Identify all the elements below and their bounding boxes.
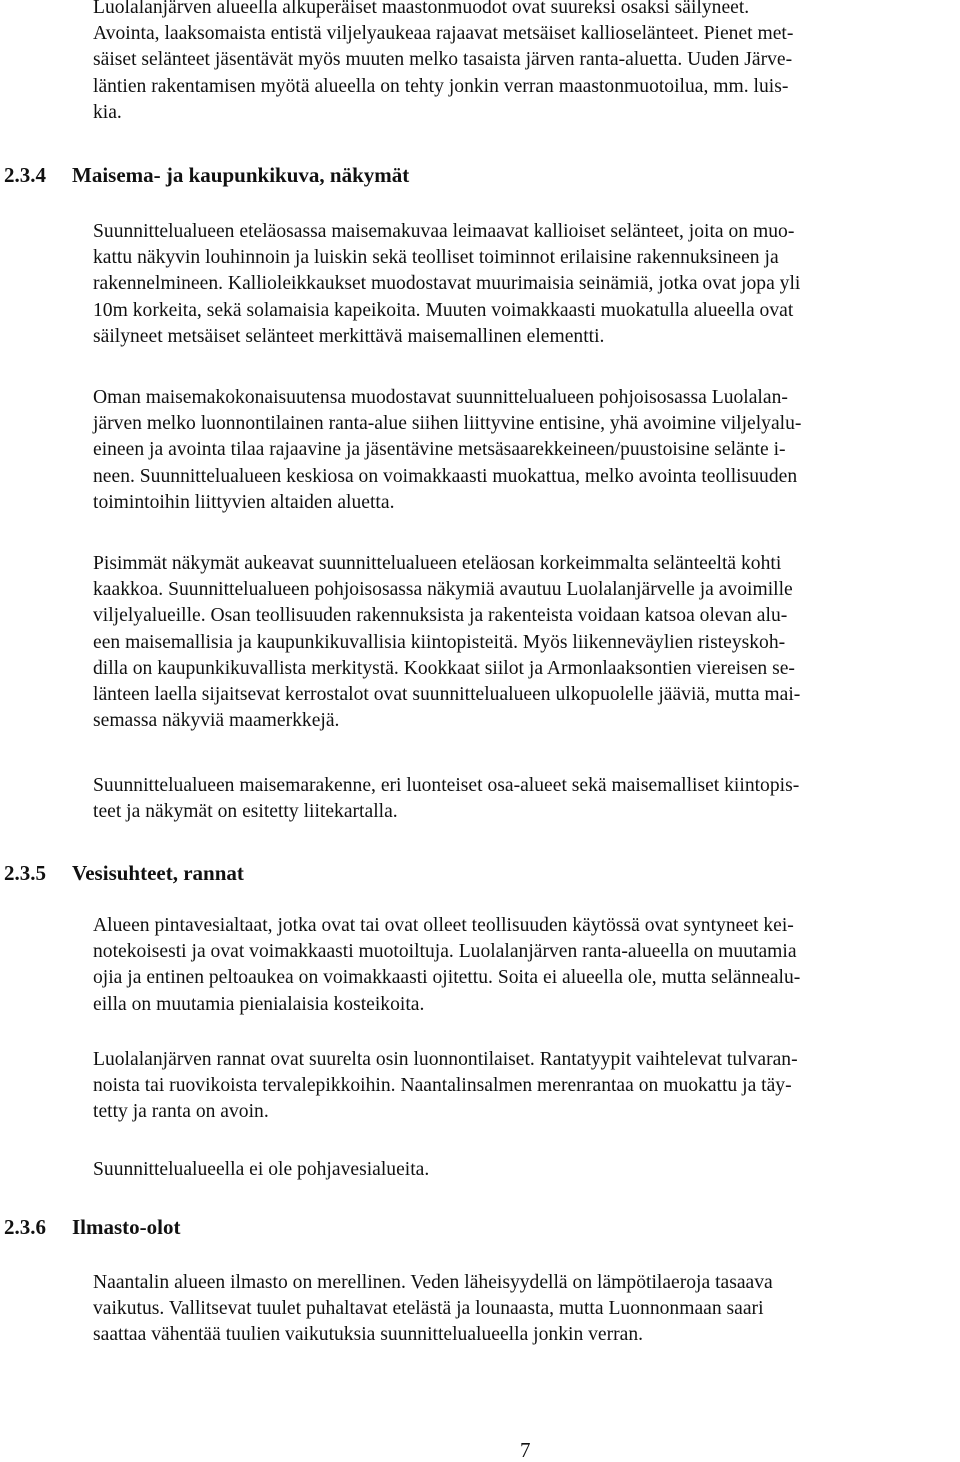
paragraph [93,913,955,1018]
section-number: 2.3.6 [4,1215,46,1239]
text-line: länteen laella sijaitsevat kerrostalot ovat suunnittelualueen ulkopuolelle jääviä, mutta mai- [93,684,801,706]
text-line: een maisemallisia ja kaupunkikuvallisia kiintopisteitä. Myös liikenneväylien risteyskoh- [93,631,786,653]
paragraph [93,219,955,350]
text-line: Luolalanjärven alueella alkuperäiset maastonmuodot ovat suureksi osaksi säilyneet. [93,0,750,18]
paragraph [93,385,955,516]
text-line: semassa näkyviä maamerkkejä. [93,710,340,732]
text-line: dilla on kaupunkikuvallista merkitystä. Kookkaat siilot ja Armonlaaksontien viereisen se- [93,657,795,679]
paragraph [93,1157,955,1183]
text-line: läntien rakentamisen myötä alueella on tehty jonkin verran maastonmuotoilua, mm. luis- [93,75,789,97]
text-line: Suunnittelualueella ei ole pohjavesialueita. [93,1159,430,1180]
paragraph [93,1047,955,1126]
section-title: Ilmasto-olot [72,1215,181,1239]
text-line: säiset selänteet jäsentävät myös muuten melko tasaista järven ranta-aluetta. Uuden Järve- [93,49,793,71]
text-line: Alueen pintavesialtaat, jotka ovat tai ovat olleet teollisuuden käytössä ovat syntyneet kei- [93,915,794,936]
paragraph-intro [93,0,955,126]
section-heading-2-3-6 [4,1214,181,1240]
text-line: Pisimmät näkymät aukeavat suunnittelualueen eteläosan korkeimmalta selänteeltä kohti [93,553,782,574]
text-line: neen. Suunnittelualueen keskiosa on voimakkaasti muokattua, melko avointa teollisuuden [93,465,798,487]
text-line: viljelyalueille. Osan teollisuuden rakennuksista ja rakenteista voidaan katsoa olevan alu- [93,605,788,627]
text-line: toimintoihin liittyvien altaiden aluetta. [93,491,395,513]
section-title: Maisema- ja kaupunkikuva, näkymät [72,163,410,187]
text-line: saattaa vähentää tuulien vaikutuksia suunnittelualueella jonkin verran. [93,1324,644,1346]
text-line: noista tai ruovikoista tervalepikkoihin. Naantalinsalmen merenrantaa on muokattu ja täy- [93,1075,792,1097]
text-line: notekoisesti ja ovat voimakkaasti muotoiltuja. Luolalanjärven ranta-alueella on muutamia [93,941,797,963]
paragraph [93,773,955,825]
text-line: tetty ja ranta on avoin. [93,1101,269,1123]
text-line: vaikutus. Vallitsevat tuulet puhaltavat etelästä ja lounaasta, mutta Luonnonmaan saari [93,1298,764,1320]
text-line: järven melko luonnontilainen ranta-alue siihen liittyvine entisine, yhä avoimine viljelyalu- [93,413,802,435]
text-line: säilyneet metsäiset selänteet merkittävä maisemallinen elementti. [93,325,605,347]
text-line: rakennelmineen. Kallioleikkaukset muodostavat muurimaisia seinämiä, jotka ovat jopa yli [93,273,801,295]
text-line: eilla on muutamia pienialaisia kosteikoita. [93,993,425,1015]
text-line: kia. [93,101,122,123]
text-line: teet ja näkymät on esitetty liitekartalla. [93,801,398,823]
text-line: kaakkoa. Suunnittelualueen pohjoisosassa näkymiä avautuu Luolalanjärvelle ja avoimille [93,579,793,601]
text-line: eineen ja avointa tilaa rajaavine ja jäsentävine metsäsaarekkeineen/puustoisine selänte i- [93,439,786,461]
text-line: ojia ja entinen peltoaukea on voimakkaasti ojitettu. Soita ei alueella ole, mutta selännealu- [93,967,801,989]
text-line: kattu näkyvin louhinnoin ja luiskin sekä teolliset toiminnot erilaisine rakennuksineen ja [93,247,779,269]
text-line: Oman maisemakokonaisuutensa muodostavat suunnittelualueen pohjoisosassa Luolalan- [93,387,788,408]
text-line: Suunnittelualueen maisemarakenne, eri luonteiset osa-alueet sekä maisemalliset kiintopis- [93,775,800,796]
paragraph [93,1270,955,1349]
section-heading-2-3-5 [4,860,244,886]
section-heading-2-3-4 [4,162,409,188]
section-number: 2.3.4 [4,163,46,187]
section-title: Vesisuhteet, rannat [72,861,244,885]
text-line: Suunnittelualueen eteläosassa maisemakuvaa leimaavat kallioiset selänteet, joita on muo- [93,221,795,242]
text-line: Luolalanjärven rannat ovat suurelta osin luonnontilaiset. Rantatyypit vaihtelevat tulvaran- [93,1049,798,1070]
paragraph [93,551,955,734]
text-line: 10m korkeita, sekä solamaisia kapeikoita. Muuten voimakkaasti muokatulla alueella ovat [93,299,794,321]
text-line: Avointa, laaksomaista entistä viljelyaukeaa rajaavat metsäiset kallioselänteet. Pienet met- [93,23,794,45]
page-number: 7 [520,1438,531,1462]
section-number: 2.3.5 [4,861,46,885]
text-line: Naantalin alueen ilmasto on merellinen. Veden läheisyydellä on lämpötilaeroja tasaava [93,1272,773,1293]
